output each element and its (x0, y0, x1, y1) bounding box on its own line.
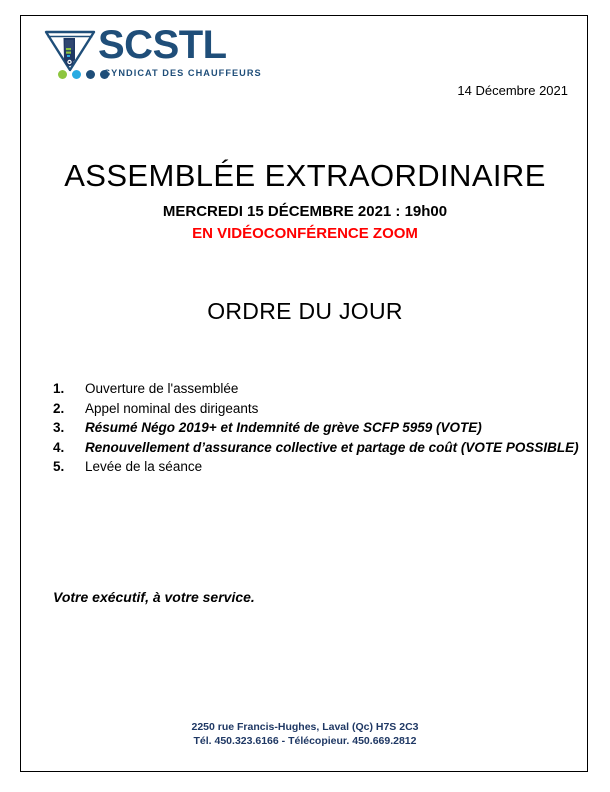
list-item (53, 420, 583, 440)
list-item-label: Ouverture de l'assemblée (85, 381, 239, 396)
list-item-number: 5. (53, 459, 65, 474)
scstl-logo (42, 22, 262, 84)
logo-tagline: SYNDICAT DES CHAUFFEURS (104, 68, 262, 78)
agenda-heading: ORDRE DU JOUR (207, 298, 403, 324)
document-date: 14 Décembre 2021 (457, 83, 568, 98)
logo-dot-green (58, 70, 67, 79)
meeting-datetime: MERCREDI 15 DÉCEMBRE 2021 : 19h00 (162, 203, 448, 220)
page-title: ASSEMBLÉE EXTRAORDINAIRE (64, 158, 546, 193)
logo-dots (58, 68, 109, 80)
list-item-label: Résumé Négo 2019+ et Indemnité de grève SCFP 5959 (VOTE) (85, 420, 482, 435)
logo-wordmark: SCSTL (98, 23, 227, 67)
list-item (53, 440, 583, 460)
funnel-bus-icon (42, 24, 98, 74)
list-item (53, 401, 583, 421)
list-item-label: Appel nominal des dirigeants (85, 400, 259, 416)
list-item-number: 4. (53, 439, 65, 455)
list-item (53, 459, 583, 479)
list-item-number: 3. (53, 420, 65, 435)
footer-address: 2250 rue Francis-Hughes, Laval (Qc) H7S 2C3 (191, 721, 419, 733)
list-item-label: Levée de la séance (85, 459, 203, 474)
logo-dot-navy-1 (86, 70, 95, 79)
footer (0, 720, 610, 748)
list-item-number: 1. (53, 381, 65, 396)
closing-signature: Votre exécutif, à votre service. (53, 589, 255, 605)
list-item-label: Renouvellement d’assurance collective et partage de coût (VOTE POSSIBLE) (85, 439, 579, 455)
meeting-location-notice: EN VIDÉOCONFÉRENCE ZOOM (192, 225, 418, 242)
logo-dot-cyan (72, 70, 81, 79)
agenda-list (53, 381, 583, 479)
list-item-number: 2. (53, 400, 65, 416)
footer-contact: Tél. 450.323.6166 - Télécopieur. 450.669.2812 (193, 735, 417, 747)
list-item (53, 381, 583, 401)
